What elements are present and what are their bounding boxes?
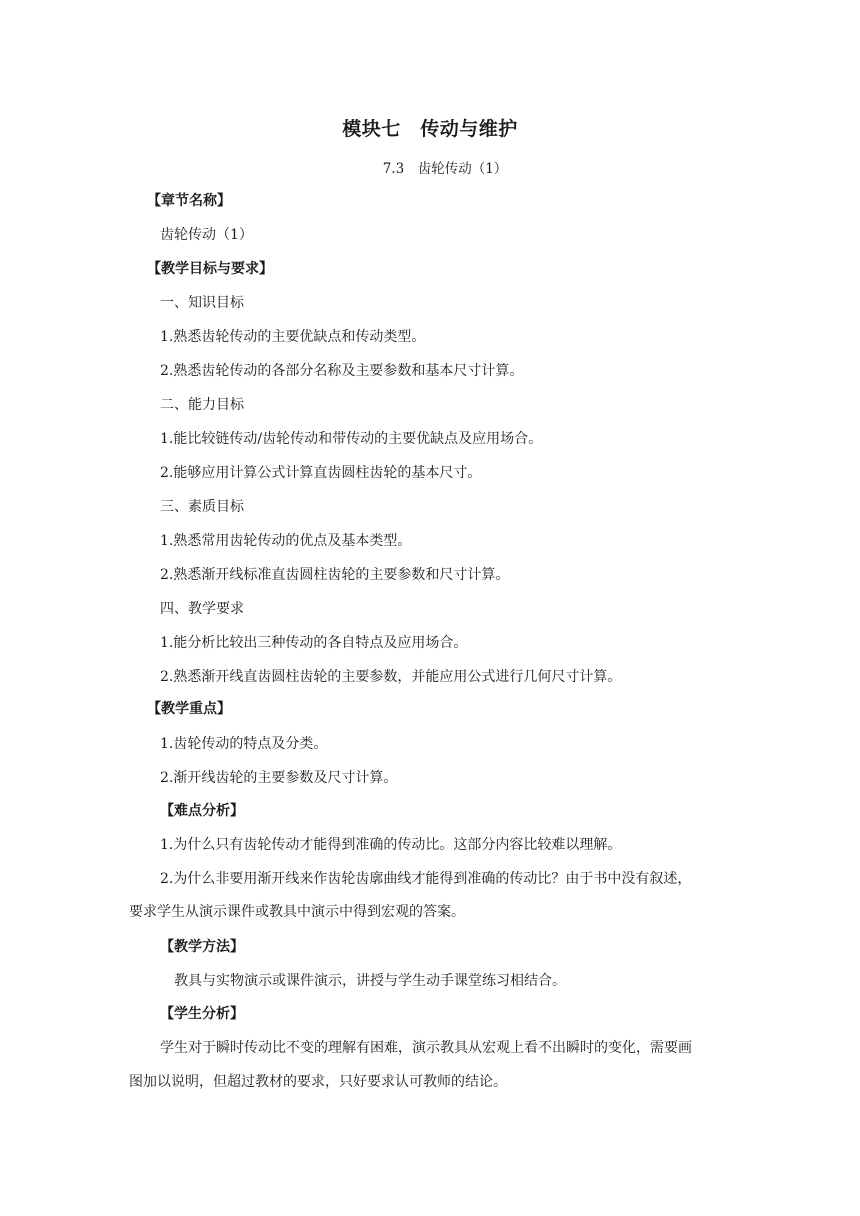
knowledge-item-2: 2.熟悉齿轮传动的各部分名称及主要参数和基本尺寸计算。 <box>160 363 524 379</box>
difficulty-item-2-line-2: 要求学生从演示课件或教具中演示中得到宏观的答案。 <box>129 904 465 920</box>
student-text-line-2: 图加以说明，但超过教材的要求，只好要求认可教师的结论。 <box>129 1074 507 1090</box>
key-points-item-1: 1.齿轮传动的特点及分类。 <box>160 736 328 752</box>
method-heading: 【教学方法】 <box>160 939 244 955</box>
ability-item-1: 1.能比较链传动/齿轮传动和带传动的主要优缺点及应用场合。 <box>160 431 543 447</box>
ability-item-2: 2.能够应用计算公式计算直齿圆柱齿轮的基本尺寸。 <box>160 465 482 481</box>
difficulty-item-1: 1.为什么只有齿轮传动才能得到准确的传动比。这部分内容比较难以理解。 <box>160 837 622 853</box>
quality-item-2: 2.熟悉渐开线标准直齿圆柱齿轮的主要参数和尺寸计算。 <box>160 567 510 583</box>
objectives-heading: 【教学目标与要求】 <box>147 261 273 277</box>
requirements-item-1: 1.能分析比较出三种传动的各自特点及应用场合。 <box>160 635 468 651</box>
method-text: 教具与实物演示或课件演示，讲授与学生动手课堂练习相结合。 <box>174 973 566 989</box>
chapter-name: 齿轮传动（1） <box>160 227 253 243</box>
difficulty-heading: 【难点分析】 <box>160 803 244 819</box>
document-title: 模块七 传动与维护 <box>342 118 518 140</box>
knowledge-heading: 一、知识目标 <box>160 295 244 311</box>
chapter-heading: 【章节名称】 <box>147 193 231 209</box>
knowledge-item-1: 1.熟悉齿轮传动的主要优缺点和传动类型。 <box>160 329 426 345</box>
requirements-item-2: 2.熟悉渐开线直齿圆柱齿轮的主要参数，并能应用公式进行几何尺寸计算。 <box>160 669 622 685</box>
student-heading: 【学生分析】 <box>160 1006 244 1022</box>
quality-item-1: 1.熟悉常用齿轮传动的优点及基本类型。 <box>160 533 412 549</box>
key-points-heading: 【教学重点】 <box>147 701 231 717</box>
difficulty-item-2-line-1: 2.为什么非要用渐开线来作齿轮齿廓曲线才能得到准确的传动比？由于书中没有叙述， <box>160 871 692 887</box>
key-points-item-2: 2.渐开线齿轮的主要参数及尺寸计算。 <box>160 770 398 786</box>
ability-heading: 二、能力目标 <box>160 397 244 413</box>
document-subtitle: 7.3 齿轮传动（1） <box>382 161 508 177</box>
quality-heading: 三、素质目标 <box>160 499 244 515</box>
student-text-line-1: 学生对于瞬时传动比不变的理解有困难，演示教具从宏观上看不出瞬时的变化，需要画 <box>160 1040 692 1056</box>
requirements-heading: 四、教学要求 <box>160 601 244 617</box>
